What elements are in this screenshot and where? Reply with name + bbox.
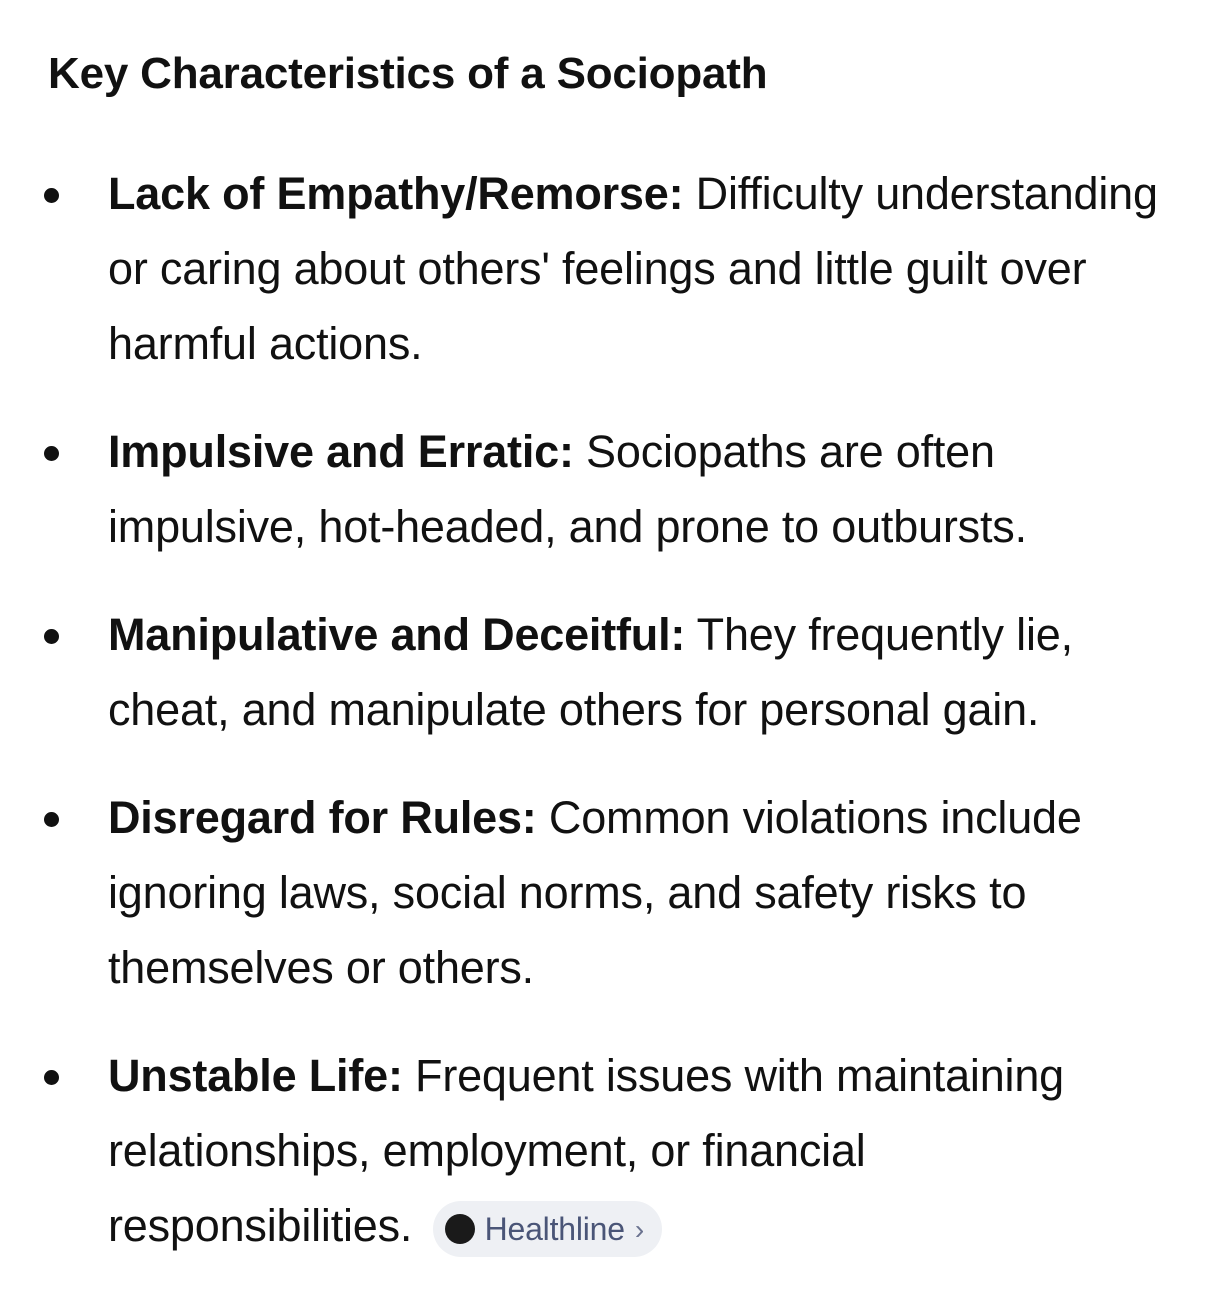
item-text: Difficulty understanding or caring about others' feelings and little guilt over harmful actions. bbox=[108, 168, 1158, 369]
source-chip[interactable] bbox=[433, 1201, 662, 1257]
bullet-icon bbox=[44, 446, 59, 461]
source-logo-icon bbox=[445, 1214, 475, 1244]
item-term: Disregard for Rules: bbox=[108, 792, 537, 843]
bullet-icon bbox=[44, 1070, 59, 1085]
item-term: Unstable Life: bbox=[108, 1050, 403, 1101]
bullet-icon bbox=[44, 188, 59, 203]
section-heading: Key Characteristics of a Sociopath bbox=[48, 49, 768, 98]
list-item bbox=[0, 597, 1206, 747]
list-item bbox=[0, 1038, 1206, 1263]
item-term: Impulsive and Erratic: bbox=[108, 426, 574, 477]
characteristics-list bbox=[0, 156, 1206, 1296]
list-item bbox=[0, 414, 1206, 564]
item-text: Common violations include ignoring laws, social norms, and safety risks to themselves or others. bbox=[108, 792, 1082, 993]
list-item bbox=[0, 780, 1206, 1005]
item-term: Manipulative and Deceitful: bbox=[108, 609, 686, 660]
bullet-icon bbox=[44, 629, 59, 644]
bullet-icon bbox=[44, 812, 59, 827]
item-text: Frequent issues with maintaining relationships, employment, or financial responsibilities. bbox=[108, 1050, 1064, 1251]
chevron-right-icon: › bbox=[634, 1213, 645, 1245]
source-chip-label: Healthline bbox=[484, 1210, 625, 1247]
item-term: Lack of Empathy/Remorse: bbox=[108, 168, 684, 219]
list-item bbox=[0, 156, 1206, 381]
item-text: Sociopaths are often impulsive, hot-headed, and prone to outbursts. bbox=[108, 426, 1027, 552]
item-text: They frequently lie, cheat, and manipulate others for personal gain. bbox=[108, 609, 1073, 735]
